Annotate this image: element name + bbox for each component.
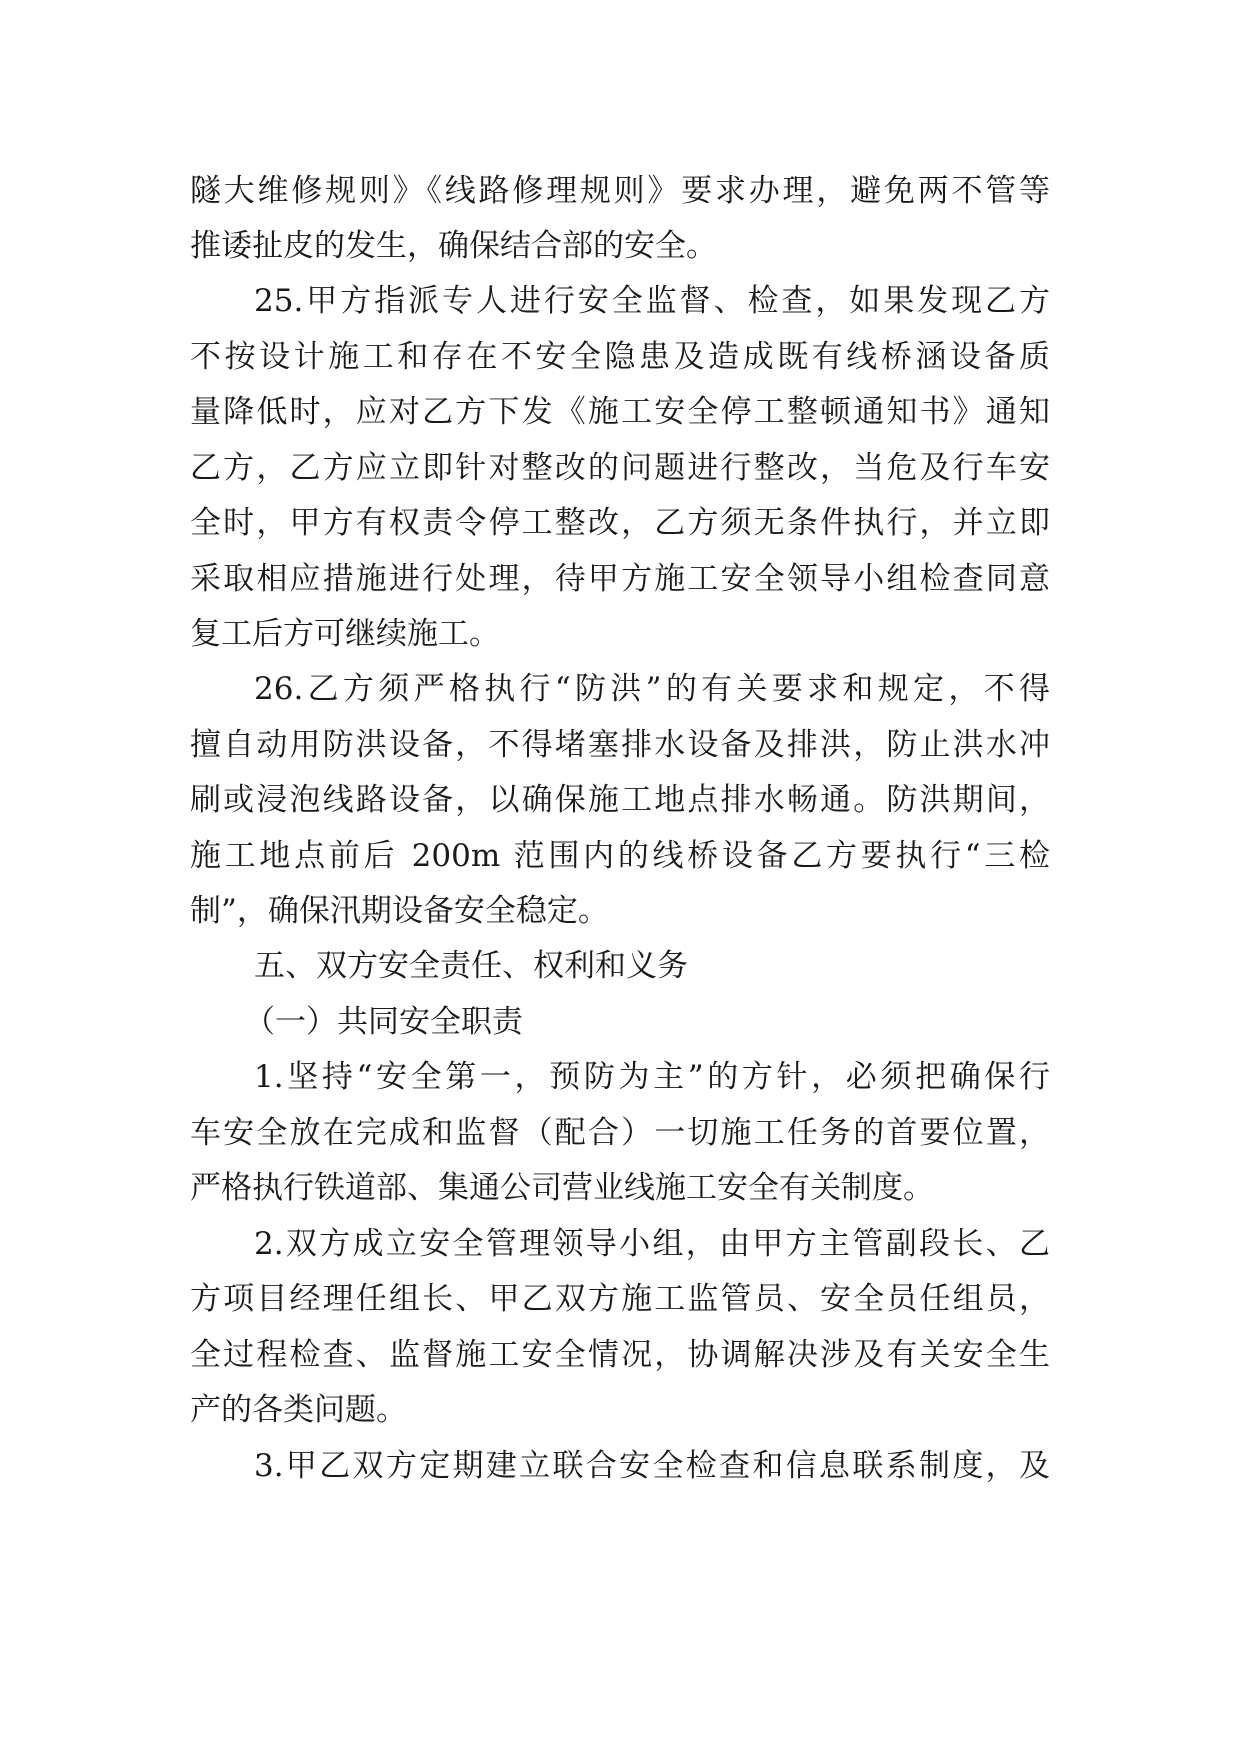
text-line: 隧大维修规则》《线路修理规则》要求办理，避免两不管等 — [190, 173, 1050, 209]
text-line: 擅自动用防洪设备，不得堵塞排水设备及排洪，防止洪水冲 — [190, 727, 1050, 763]
text-line: 不按设计施工和存在不安全隐患及造成既有线桥涵设备质 — [190, 339, 1050, 375]
paragraph-2-start: 2.双方成立安全管理领导小组，由甲方主管副段长、乙 — [254, 1226, 1050, 1262]
text-line: 严格执行铁道部、集通公司营业线施工安全有关制度。 — [190, 1170, 934, 1206]
text-line: 全过程检查、监督施工安全情况，协调解决涉及有关安全生 — [190, 1337, 1050, 1373]
subsection-heading: （一）共同安全职责 — [244, 1004, 523, 1040]
text-line: 方项目经理任组长、甲乙双方施工监管员、安全员任组员， — [190, 1281, 1050, 1317]
paragraph-26-start: 26.乙方须严格执行“防洪”的有关要求和规定，不得 — [254, 671, 1050, 707]
text-line: 制”，确保汛期设备安全稳定。 — [190, 893, 609, 929]
text-line: 采取相应措施进行处理，待甲方施工安全领导小组检查同意 — [190, 561, 1050, 597]
paragraph-1-start: 1.坚持“安全第一，预防为主”的方针，必须把确保行 — [254, 1059, 1050, 1095]
text-line: 复工后方可继续施工。 — [190, 616, 500, 652]
text-line: 量降低时，应对乙方下发《施工安全停工整顿通知书》通知 — [190, 394, 1050, 430]
section-heading: 五、双方安全责任、权利和义务 — [254, 948, 688, 984]
text-line: 全时，甲方有权责令停工整改，乙方须无条件执行，并立即 — [190, 505, 1050, 541]
paragraph-25-start: 25.甲方指派专人进行安全监督、检查，如果发现乙方 — [254, 283, 1050, 319]
text-line: 乙方，乙方应立即针对整改的问题进行整改，当危及行车安 — [190, 450, 1050, 486]
text-line: 推诿扯皮的发生，确保结合部的安全。 — [190, 228, 717, 264]
text-line: 施工地点前后 200m 范围内的线桥设备乙方要执行“三检 — [190, 838, 1050, 874]
text-line: 车安全放在完成和监督（配合）一切施工任务的首要位置， — [190, 1115, 1050, 1151]
paragraph-3-start: 3.甲乙双方定期建立联合安全检查和信息联系制度，及 — [254, 1448, 1050, 1484]
text-line: 产的各类问题。 — [190, 1392, 407, 1428]
text-line: 刷或浸泡线路设备，以确保施工地点排水畅通。防洪期间， — [190, 782, 1050, 818]
